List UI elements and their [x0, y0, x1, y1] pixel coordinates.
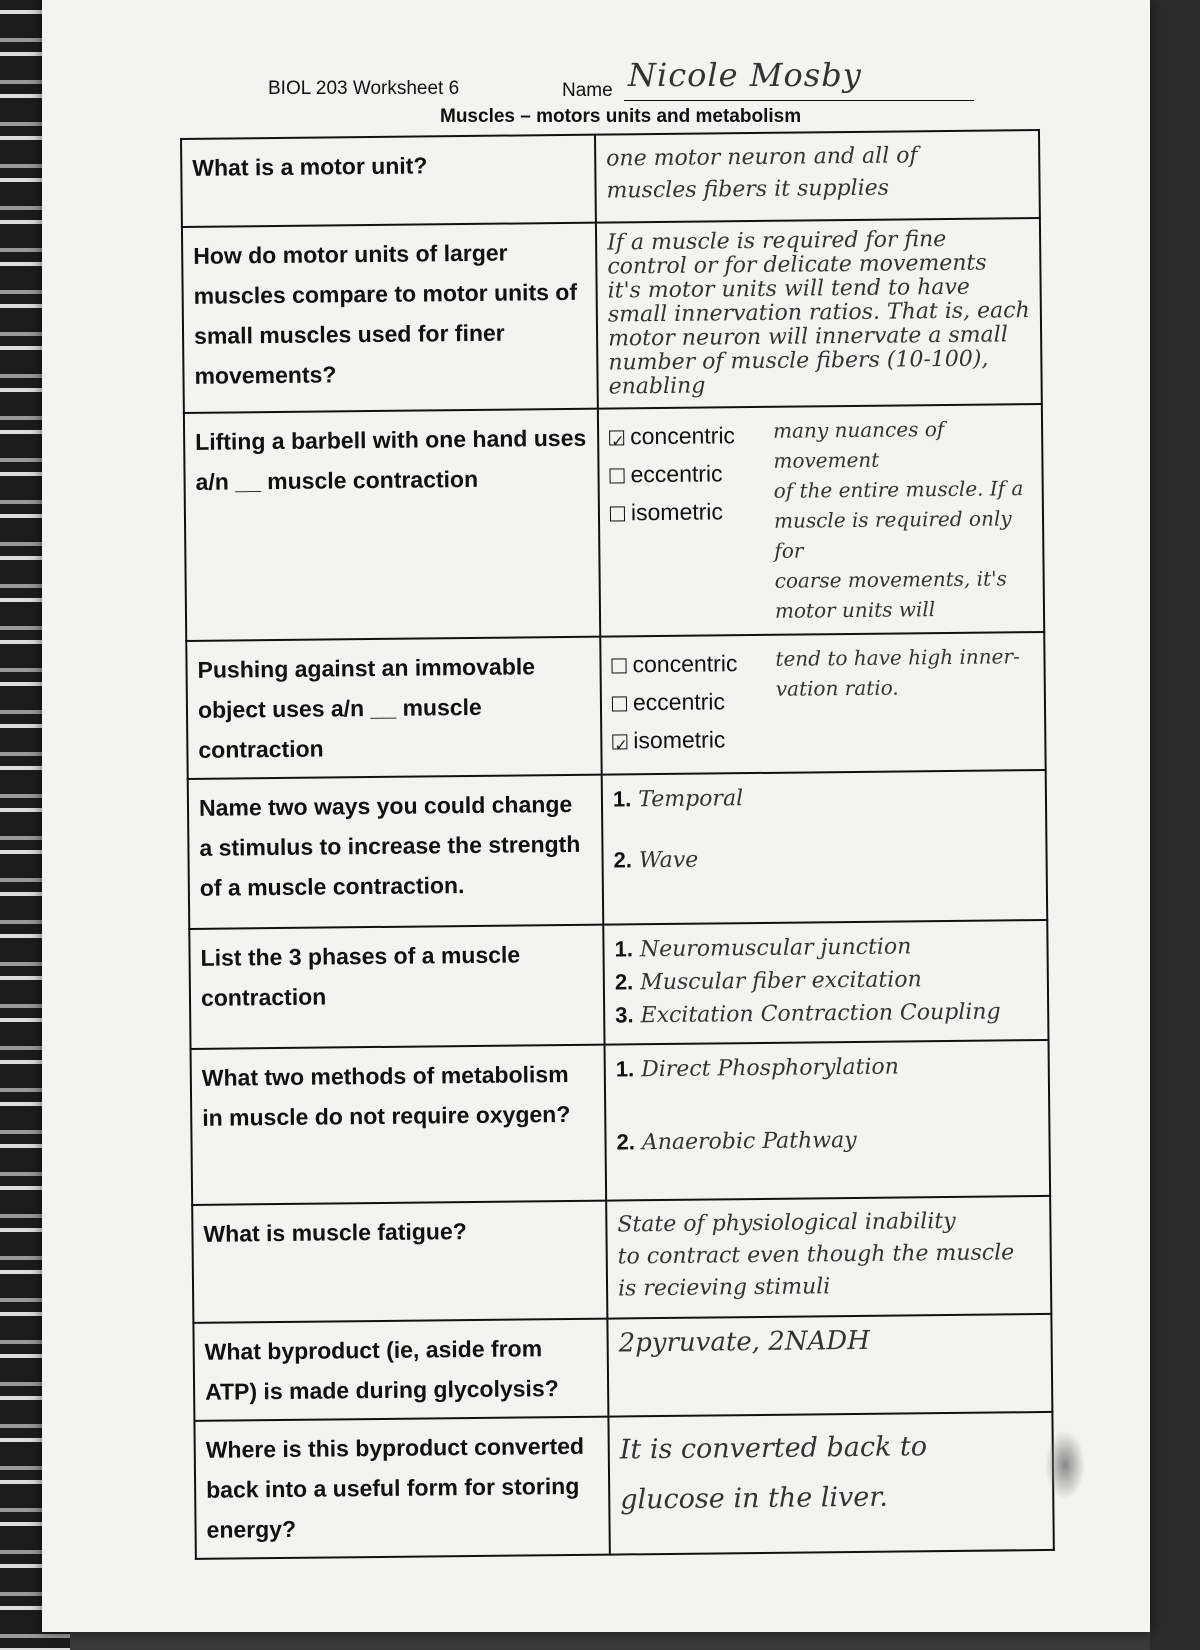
answer-line: number of muscle fibers (10-100), enabling — [608, 346, 989, 400]
table-row — [181, 130, 1040, 227]
option-isometric[interactable]: ✓isometric — [612, 720, 762, 760]
worksheet-table — [180, 129, 1055, 1560]
table-row — [182, 218, 1042, 413]
table-row — [186, 632, 1045, 779]
answer-line: coarse movements, it's motor units will — [774, 566, 1008, 623]
checkbox-icon[interactable] — [612, 697, 627, 712]
table-row — [193, 1314, 1052, 1421]
answer-line: If a muscle is required for fine — [606, 226, 947, 256]
checkbox-icon[interactable] — [611, 659, 626, 674]
table-row — [188, 770, 1048, 929]
checkbox-checked-icon[interactable] — [612, 735, 627, 750]
answer-line: muscles fibers it supplies — [606, 175, 890, 204]
answer-line: motor neuron will innervate a small — [607, 322, 1008, 352]
answer-line: one motor neuron and all of — [606, 143, 918, 172]
answer-item: Wave — [638, 847, 699, 874]
answer-line: glucose in the liver. — [620, 1481, 888, 1516]
table-row — [189, 920, 1048, 1049]
answer-line: muscle is required only for — [773, 506, 1012, 563]
answer-cell: 1. Temporal 2. Wave — [602, 770, 1048, 925]
table-row — [194, 1412, 1053, 1559]
answer-cell: 1. Neuromuscular junction 2. Muscular fiber excitation 3. Excitation Contraction Coupling — [603, 920, 1048, 1045]
answer-item: Neuromuscular junction — [639, 934, 912, 963]
worksheet-subtitle: Muscles – motors units and metabolism — [440, 106, 802, 127]
question-cell: What is muscle fatigue? — [192, 1201, 607, 1323]
notebook-cover-edge — [1150, 0, 1200, 1650]
checkbox-icon[interactable] — [610, 507, 625, 522]
question-cell: What two methods of metabolism in muscle do not require oxygen? — [191, 1045, 607, 1205]
answer-cell — [600, 632, 1045, 775]
answer-line: It is converted back to — [619, 1431, 928, 1466]
answer-cell — [607, 1314, 1052, 1417]
answer-item: Anaerobic Pathway — [641, 1127, 857, 1156]
answer-line: small innervation ratios. That is, each — [607, 298, 1030, 328]
answer-cell — [608, 1412, 1053, 1555]
answer-line: control or for delicate movements — [607, 250, 987, 280]
answer-line: 2pyruvate, 2NADH — [618, 1325, 870, 1359]
option-isometric[interactable]: isometric — [610, 492, 760, 532]
table-row — [184, 404, 1044, 641]
answer-cell — [595, 130, 1040, 223]
answer-line: State of physiological inability — [617, 1208, 956, 1238]
answer-cell — [606, 1196, 1051, 1319]
option-concentric[interactable]: ✓concentric — [609, 416, 759, 456]
question-cell: List the 3 phases of a muscle contraction — [189, 925, 604, 1049]
answer-item: Temporal — [638, 786, 744, 813]
answer-item: Muscular fiber excitation — [640, 967, 922, 996]
question-cell: Lifting a barbell with one hand uses a/n __ muscle contraction — [184, 409, 600, 641]
question-cell: Name two ways you could change a stimulus to increase the strength of a muscle contraction. — [188, 775, 604, 929]
answer-line: tend to have high inner- — [775, 644, 1020, 671]
pencil-smudge — [1045, 1430, 1085, 1500]
option-concentric[interactable]: concentric — [611, 644, 761, 684]
answer-line: many nuances of movement — [772, 417, 945, 473]
checkbox-checked-icon[interactable] — [609, 431, 624, 446]
question-cell: What byproduct (ie, aside from ATP) is made during glycolysis? — [193, 1319, 608, 1421]
answer-item: Direct Phosphorylation — [641, 1054, 900, 1083]
answer-cell — [596, 218, 1042, 409]
question-cell: What is a motor unit? — [181, 135, 596, 227]
answer-line: is recieving stimuli — [617, 1274, 831, 1302]
answer-line: of the entire muscle. If a — [773, 476, 1024, 503]
option-eccentric[interactable]: eccentric — [612, 682, 762, 722]
answer-cell: 1. Direct Phosphorylation 2. Anaerobic Pathway — [605, 1040, 1051, 1201]
question-cell: Where is this byproduct converted back into a useful form for storing energy? — [194, 1417, 609, 1559]
answer-line: vation ratio. — [775, 675, 899, 701]
answer-line: it's motor units will tend to have — [607, 274, 971, 304]
table-row — [192, 1196, 1051, 1323]
answer-cell — [598, 404, 1044, 637]
option-eccentric[interactable]: eccentric — [609, 454, 759, 494]
question-cell: Pushing against an immovable object uses a/n __ muscle contraction — [186, 637, 601, 779]
question-cell: How do motor units of larger muscles compare to motor units of small muscles used for finer movements? — [182, 223, 598, 413]
name-value: Nicole Mosby — [628, 56, 862, 94]
answer-line: to contract even though the muscle — [617, 1240, 1015, 1270]
answer-continuation — [775, 641, 1020, 758]
answer-item: Excitation Contraction Coupling — [640, 999, 1001, 1029]
table-row — [191, 1040, 1051, 1205]
course-title: BIOL 203 Worksheet 6 — [268, 78, 460, 99]
answer-continuation — [773, 413, 1033, 626]
name-label: Name — [562, 80, 613, 101]
checkbox-icon[interactable] — [609, 469, 624, 484]
